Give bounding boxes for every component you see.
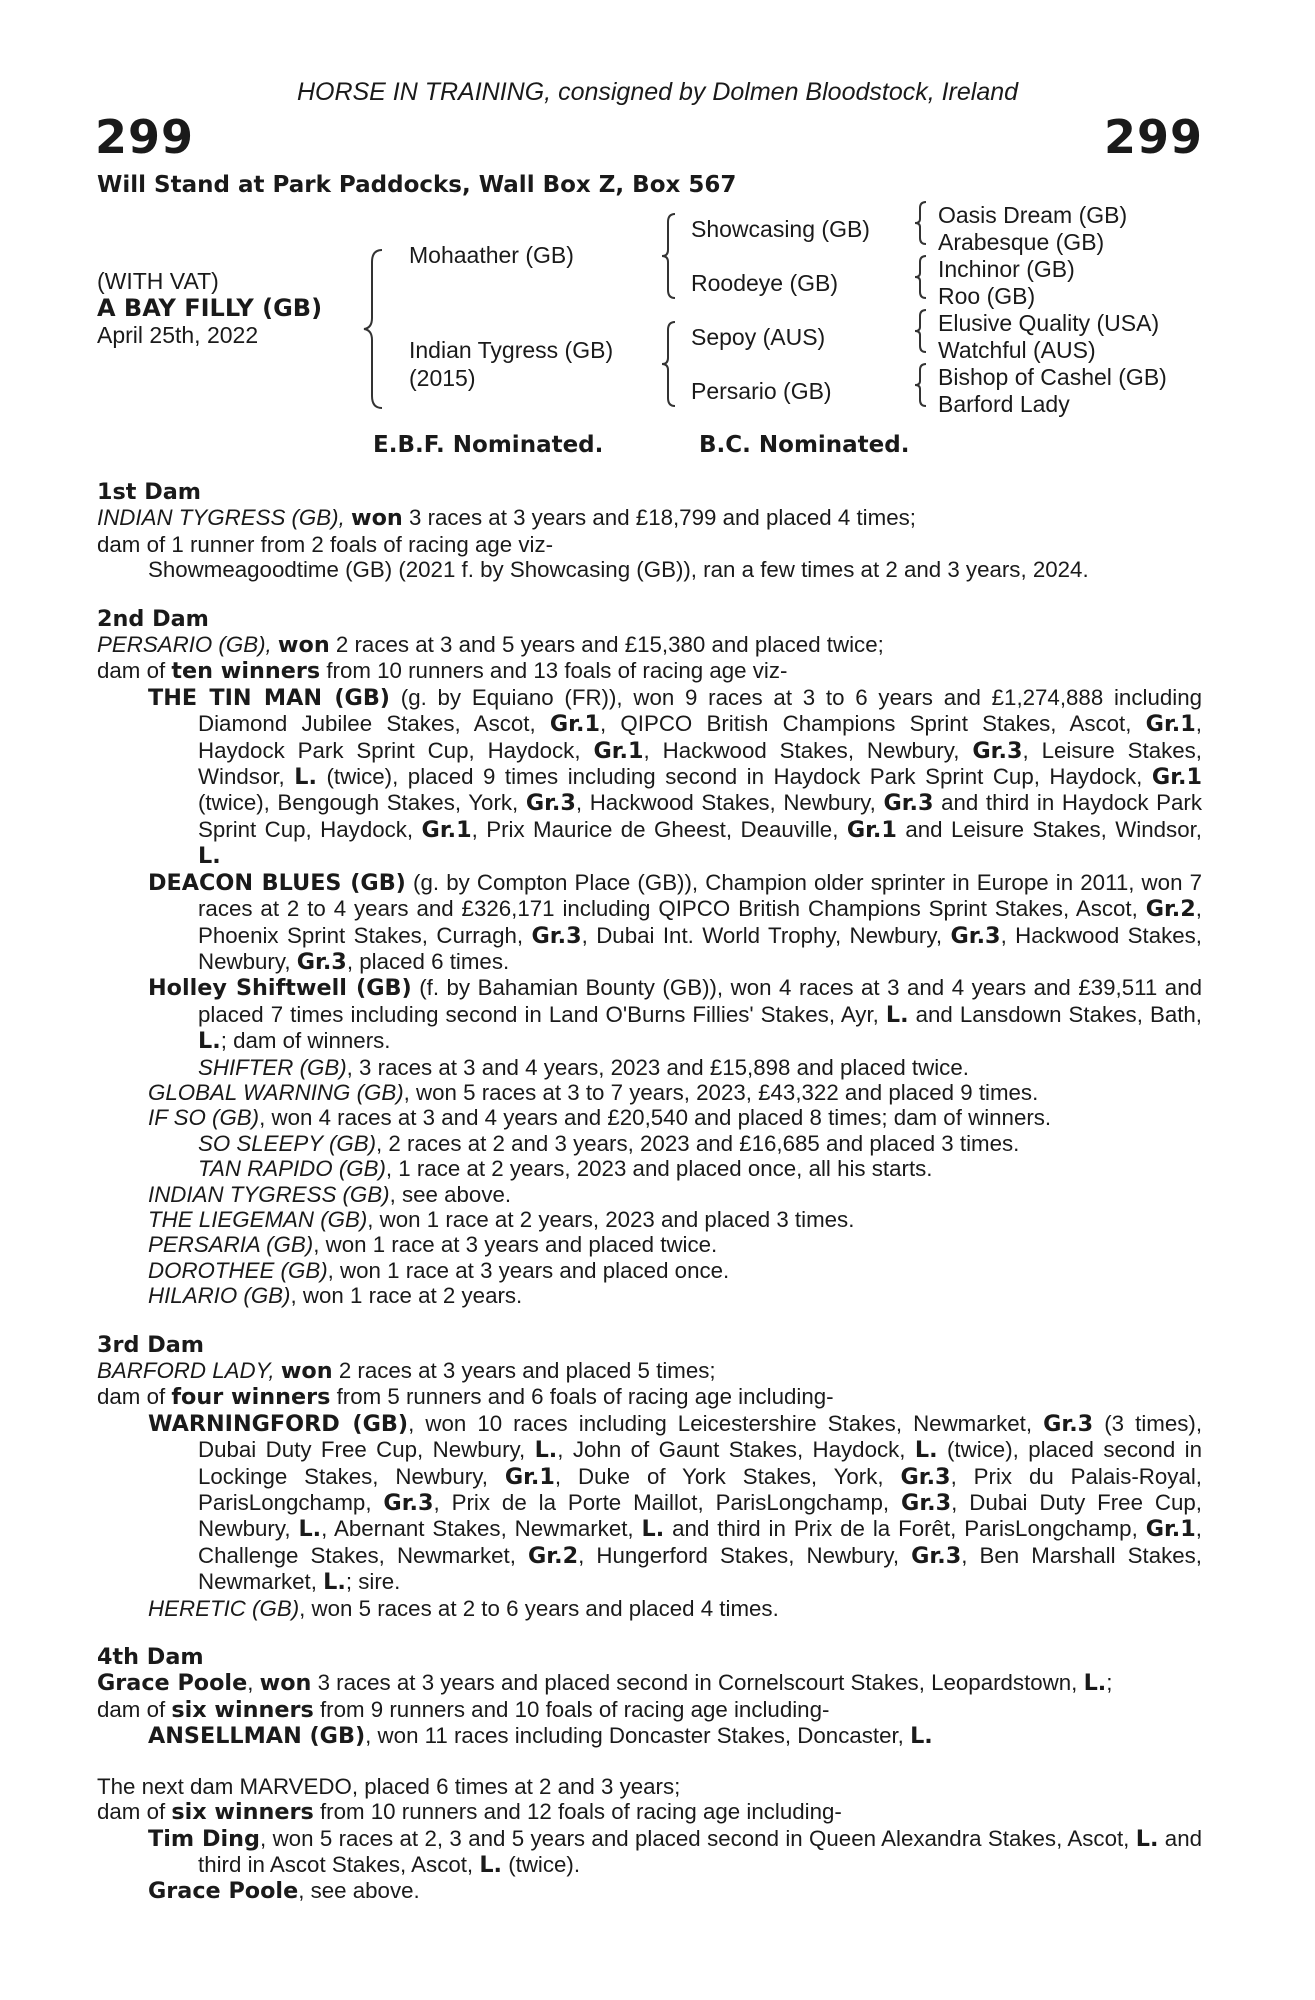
ancestor-1: Oasis Dream (GB) (938, 202, 1128, 228)
sale-header: HORSE IN TRAINING, consigned by Dolmen Bloodstock, Ireland (296, 78, 1019, 106)
pedigree-brace-sire (660, 212, 678, 300)
dam-year: (2015) (409, 365, 476, 391)
dam-dam-name: Persario (GB) (691, 378, 832, 404)
pedigree-brace-g2 (913, 254, 929, 300)
entry-hilario: HILARIO (GB), won 1 race at 2 years. (148, 1283, 523, 1309)
entry-ansellman: ANSELLMAN (GB), won 11 races including Doncaster Stakes, Doncaster, L. (148, 1723, 933, 1750)
bc-nomination: B.C. Nominated. (699, 432, 910, 458)
lot-number-left: 299 (95, 110, 195, 164)
entry-grace-poole: Grace Poole, see above. (148, 1878, 420, 1905)
second-dam-produce: dam of ten winners from 10 runners and 13 foals of racing age viz- (97, 658, 788, 685)
ancestor-8: Barford Lady (938, 391, 1070, 417)
pedigree-brace-main (362, 248, 386, 410)
vat-label: (WITH VAT) (97, 268, 219, 294)
ancestor-7: Bishop of Cashel (GB) (938, 364, 1167, 390)
ancestor-2: Arabesque (GB) (938, 229, 1105, 255)
pedigree-brace-dam (660, 320, 678, 408)
fourth-dam-heading: 4th Dam (97, 1644, 204, 1671)
pedigree-brace-g3 (913, 308, 929, 354)
third-dam-line: BARFORD LADY, won 2 races at 3 years and placed 5 times; (97, 1358, 716, 1384)
horse-dob: April 25th, 2022 (97, 322, 259, 348)
third-dam-produce: dam of four winners from 5 runners and 6 foals of racing age including- (97, 1384, 834, 1411)
first-dam-line: INDIAN TYGRESS (GB), won 3 races at 3 years and £18,799 and placed 4 times; (97, 505, 916, 532)
entry-the-tin-man: THE TIN MAN (GB) (g. by Equiano (FR)), won 9 races at 3 to 6 years and £1,274,888 including Diamond Jubilee Stakes, Ascot, Gr.1, QIPCO British Champions Sprint Stakes, Ascot, Gr.1, Haydock Park Sprint Cup, Haydock, Gr.1, Hackwood Stakes, Newbury, Gr.3, Leisure Stakes, Windsor, L. (twice), placed 9 times including second in Haydock Park Sprint Cup, Haydock, Gr.1 (twice), Bengough Stakes, York, Gr.3, Hackwood Stakes, Newbury, Gr.3 and third in Haydock Park Sprint Cup, Haydock, Gr.1, Prix Maurice de Gheest, Deauville, Gr.1 and Leisure Stakes, Windsor, L. (148, 684, 1202, 870)
dam-name: Indian Tygress (GB) (409, 337, 614, 363)
sire-dam-name: Roodeye (GB) (691, 270, 839, 296)
ancestor-5: Elusive Quality (USA) (938, 310, 1160, 336)
dam-sire-name: Sepoy (AUS) (691, 324, 826, 350)
lot-number-right: 299 (1103, 110, 1203, 164)
entry-the-liegeman: THE LIEGEMAN (GB), won 1 race at 2 years, 2023 and placed 3 times. (148, 1206, 855, 1232)
second-dam-heading: 2nd Dam (97, 605, 209, 632)
fourth-dam-produce: dam of six winners from 9 runners and 10 foals of racing age including- (97, 1696, 830, 1723)
entry-shifter: SHIFTER (GB), 3 races at 3 and 4 years, 2023 and £15,898 and placed twice. (198, 1054, 969, 1080)
entry-so-sleepy: SO SLEEPY (GB), 2 races at 2 and 3 years, 2023 and £16,685 and placed 3 times. (198, 1130, 1020, 1156)
entry-dorothee: DOROTHEE (GB), won 1 race at 3 years and placed once. (148, 1257, 730, 1283)
first-dam-heading: 1st Dam (97, 479, 201, 505)
entry-deacon-blues: DEACON BLUES (GB) (g. by Compton Place (GB)), Champion older sprinter in Europe in 2011, won 7 races at 2 to 4 years and £326,171 including QIPCO British Champions Sprint Stakes, Ascot, Gr.2, Phoenix Sprint Stakes, Curragh, Gr.3, Dubai Int. World Trophy, Newbury, Gr.3, Hackwood Stakes, Newbury, Gr.3, placed 6 times. (148, 869, 1203, 975)
ebf-nomination: E.B.F. Nominated. (373, 432, 604, 458)
pedigree-brace-g4 (913, 362, 929, 408)
next-dam-produce: dam of six winners from 10 runners and 12 foals of racing age including- (97, 1799, 842, 1826)
first-dam-foal: Showmeagoodtime (GB) (2021 f. by Showcasing (GB)), ran a few times at 2 and 3 years, 2024. (148, 557, 1089, 583)
catalogue-body (97, 480, 1202, 1905)
fourth-dam-line: Grace Poole, won 3 races at 3 years and placed second in Cornelscourt Stakes, Leopardstown, L.; (97, 1670, 1113, 1697)
ancestor-3: Inchinor (GB) (938, 256, 1075, 282)
entry-tan-rapido: TAN RAPIDO (GB), 1 race at 2 years, 2023 and placed once, all his starts. (198, 1156, 933, 1182)
ancestor-4: Roo (GB) (938, 283, 1036, 309)
entry-heretic: HERETIC (GB), won 5 races at 2 to 6 years and placed 4 times. (148, 1595, 779, 1621)
entry-holley-shiftwell: Holley Shiftwell (GB) (f. by Bahamian Bounty (GB)), won 4 races at 3 and 4 years and £39,511 and placed 7 times including second in Land O'Burns Fillies' Stakes, Ayr, L. and Lansdown Stakes, Bath, L.; dam of winners. (148, 975, 1203, 1055)
entry-if-so: IF SO (GB), won 4 races at 3 and 4 years and £20,540 and placed 8 times; dam of winners. (148, 1105, 1052, 1131)
stand-location: Will Stand at Park Paddocks, Wall Box Z, Box 567 (97, 172, 737, 198)
sire-name: Mohaather (GB) (409, 242, 574, 268)
first-dam-produce: dam of 1 runner from 2 foals of racing age viz- (97, 531, 554, 557)
next-dam-line: The next dam MARVEDO, placed 6 times at 2 and 3 years; (97, 1773, 681, 1799)
entry-indian-tygress: INDIAN TYGRESS (GB), see above. (148, 1181, 512, 1207)
horse-name: A BAY FILLY (GB) (97, 294, 323, 322)
entry-warningford: WARNINGFORD (GB), won 10 races including Leicestershire Stakes, Newmarket, Gr.3 (3 times), Dubai Duty Free Cup, Newbury, L., John of Gaunt Stakes, Haydock, L. (twice), placed second in Lockinge Stakes, Newbury, Gr.1, Duke of York Stakes, York, Gr.3, Prix du Palais-Royal, ParisLongchamp, Gr.3, Prix de la Porte Maillot, ParisLongchamp, Gr.3, Dubai Duty Free Cup, Newbury, L., Abernant Stakes, Newmarket, L. and third in Prix de la Forêt, ParisLongchamp, Gr.1, Challenge Stakes, Newmarket, Gr.2, Hungerford Stakes, Newbury, Gr.3, Ben Marshall Stakes, Newmarket, L.; sire. (148, 1410, 1203, 1596)
entry-tim-ding: Tim Ding, won 5 races at 2, 3 and 5 years and placed second in Queen Alexandra Stakes, Ascot, L. and third in Ascot Stakes, Ascot, L. (twice). (148, 1825, 1202, 1878)
entry-persaria: PERSARIA (GB), won 1 race at 3 years and placed twice. (148, 1232, 718, 1258)
entry-global-warning: GLOBAL WARNING (GB), won 5 races at 3 to 7 years, 2023, £43,322 and placed 9 times. (148, 1079, 1039, 1105)
second-dam-line: PERSARIO (GB), won 2 races at 3 and 5 years and £15,380 and placed twice; (97, 632, 884, 659)
ancestor-6: Watchful (AUS) (938, 337, 1096, 363)
pedigree-brace-g1 (913, 200, 929, 246)
third-dam-heading: 3rd Dam (97, 1331, 205, 1358)
sire-sire-name: Showcasing (GB) (691, 216, 870, 242)
